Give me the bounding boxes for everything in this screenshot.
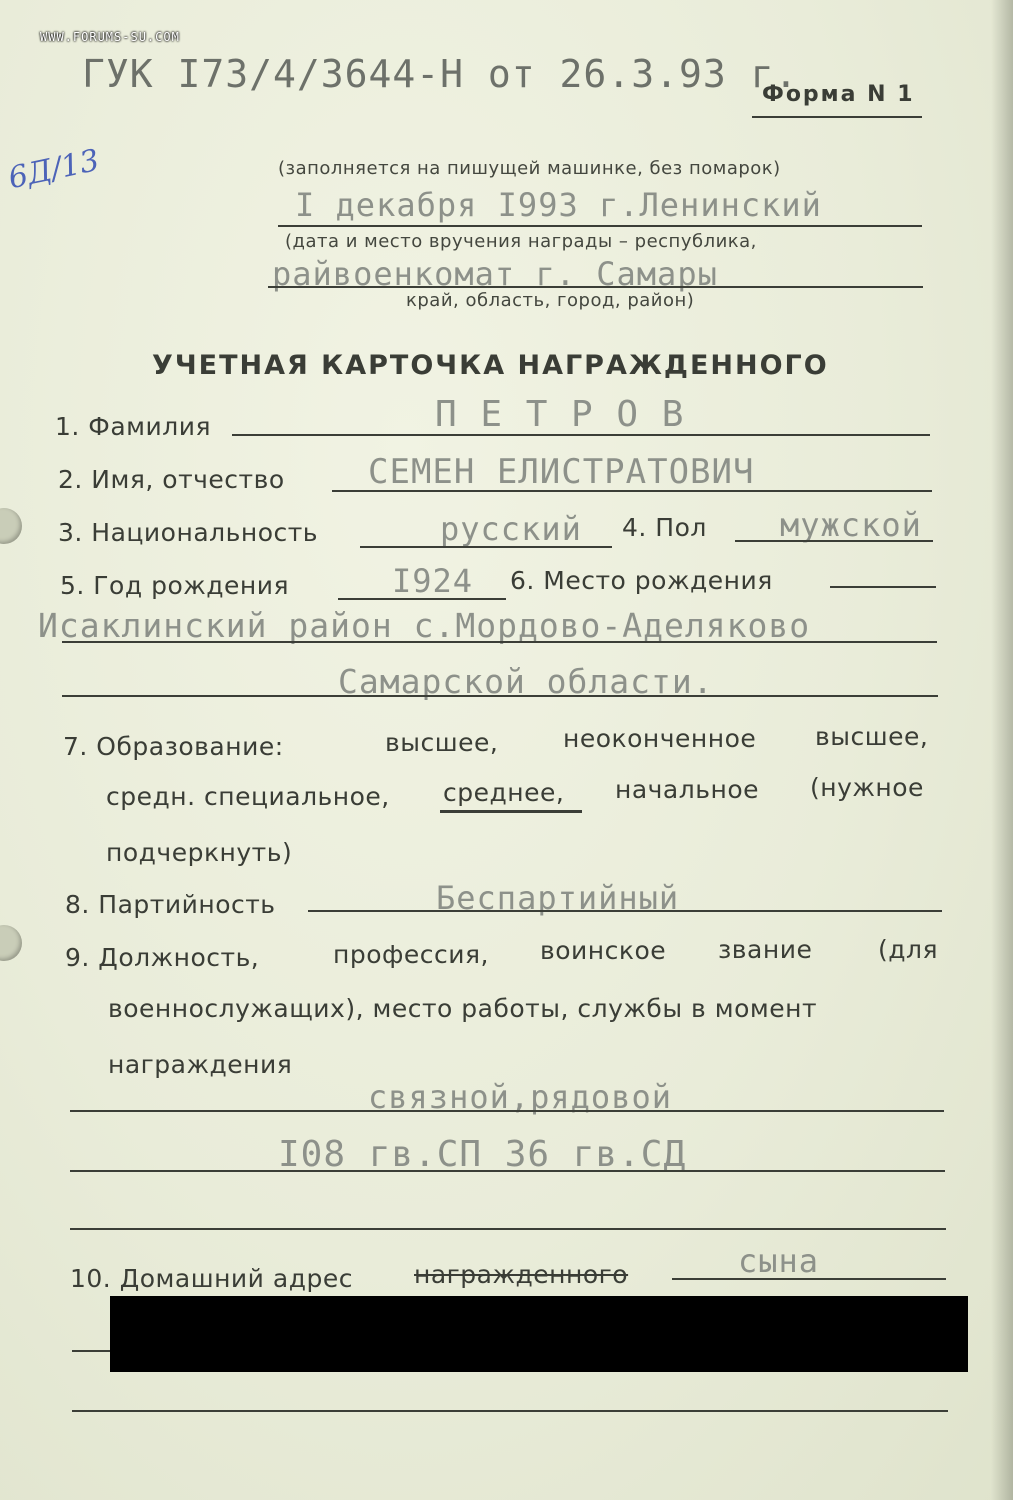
instruction-text: (заполняется на пишущей машинке, без помарок) — [278, 158, 781, 179]
address-line-3 — [72, 1410, 948, 1412]
sex-value: мужской — [780, 506, 922, 544]
position-line-1 — [70, 1110, 944, 1112]
birth-year-label: 5. Год рождения — [60, 571, 290, 600]
position-label-4: звание — [718, 935, 813, 964]
education-higher: высшее, — [385, 728, 499, 757]
sex-label: 4. Пол — [622, 513, 707, 542]
position-value-1: связной,рядовой — [368, 1078, 672, 1116]
region-caption: край, область, город, район) — [406, 290, 695, 311]
handwritten-note: 6Д/13 — [5, 142, 103, 197]
form-label: Форма N 1 — [762, 82, 915, 107]
education-incomplete: неоконченное — [563, 724, 757, 753]
reference-number: ГУК I73/4/3644-Н от 26.3.93 г. — [82, 52, 799, 96]
birthplace-line1: Исаклинский район с.Мордово-Аделяково — [38, 606, 811, 645]
birthplace-line-short — [830, 586, 936, 588]
punch-hole — [0, 925, 22, 961]
position-value-2: I08 гв.СП 36 гв.СД — [278, 1134, 687, 1175]
party-label: 8. Партийность — [65, 890, 276, 919]
position-label-6: военнослужащих), место работы, службы в момент — [108, 994, 818, 1023]
name-line — [332, 490, 932, 492]
education-primary: начальное — [615, 775, 759, 804]
form-underline — [752, 116, 922, 118]
education-note-end: подчеркнуть) — [106, 838, 293, 867]
date-place-line — [278, 225, 922, 227]
birthplace-label: 6. Место рождения — [510, 566, 773, 595]
education-higher2: высшее, — [815, 722, 929, 751]
name-label: 2. Имя, отчество — [58, 465, 285, 494]
region-line — [268, 286, 923, 288]
birthplace-line1-rule — [62, 641, 937, 643]
education-label: 7. Образование: — [63, 732, 284, 761]
award-date-place: I декабря I993 г.Ленинский — [295, 186, 822, 224]
birthplace-line2-rule — [62, 695, 938, 697]
nationality-value: русский — [440, 510, 582, 548]
award-place-2: райвоенкомат г. Самары — [272, 255, 718, 293]
watermark: WWW.FORUMS-SU.COM — [40, 30, 180, 44]
name-value: СЕМЕН ЕЛИСТРАТОВИЧ — [368, 452, 755, 492]
position-label-3: воинское — [540, 936, 667, 965]
address-line — [672, 1278, 946, 1280]
position-label-1: 9. Должность, — [65, 943, 260, 972]
secondary-underline — [440, 810, 582, 813]
position-label-7: награждения — [108, 1050, 293, 1079]
birth-year-value: I924 — [392, 562, 474, 600]
address-value: сына — [738, 1242, 820, 1280]
education-note-start: (нужное — [810, 773, 924, 802]
nationality-line — [360, 546, 612, 548]
party-line — [308, 910, 942, 912]
position-label-2: профессия, — [333, 940, 489, 969]
surname-label: 1. Фамилия — [55, 412, 212, 441]
surname-line — [232, 434, 930, 436]
birthplace-line2: Самарской области. — [338, 662, 714, 701]
birth-year-line — [338, 598, 506, 600]
paper-edge-shadow — [991, 0, 1013, 1500]
position-label-5: (для — [878, 935, 939, 964]
nationality-label: 3. Национальность — [58, 518, 319, 547]
party-value: Беспартийный — [436, 879, 680, 917]
position-line-2 — [70, 1170, 945, 1172]
redaction-block — [110, 1296, 968, 1372]
surname-value: П Е Т Р О В — [435, 394, 685, 435]
card-title: УЧЕТНАЯ КАРТОЧКА НАГРАЖДЕННОГО — [152, 350, 829, 381]
address-struck: награжденного — [414, 1260, 629, 1289]
position-line-3 — [70, 1228, 946, 1230]
sex-line — [735, 540, 933, 542]
education-secondary: среднее, — [443, 778, 565, 807]
education-special: средн. специальное, — [106, 782, 390, 811]
address-label: 10. Домашний адрес — [70, 1264, 353, 1293]
punch-hole — [0, 508, 22, 544]
date-place-caption: (дата и место вручения награды – республика, — [285, 231, 757, 252]
